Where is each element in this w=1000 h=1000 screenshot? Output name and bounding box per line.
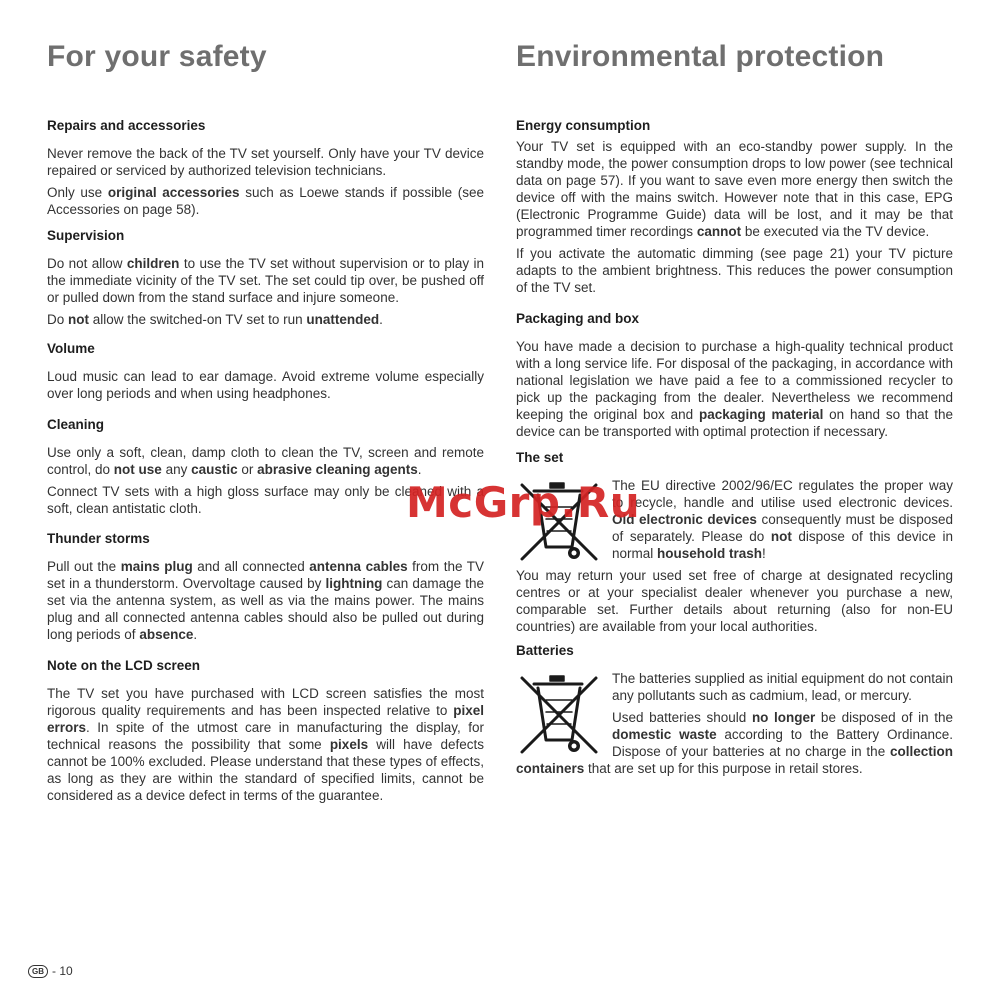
text-run: or (237, 462, 258, 477)
emphasis-text: abrasive cleaning agents (257, 462, 418, 477)
emphasis-text: not (68, 312, 90, 327)
emphasis-text: pixels (329, 737, 369, 752)
emphasis-text: no longer (751, 710, 816, 725)
emphasis-text: collection containers (516, 744, 953, 776)
text-run: such as Loewe stands if possible (see Accessories on page 58). (47, 185, 484, 217)
emphasis-text: lightning (325, 576, 383, 591)
emphasis-text: unattended (306, 312, 380, 327)
text-run: from the TV set in a thunderstorm. Overvoltage caused by (47, 559, 485, 591)
text-run: and all connected (192, 559, 310, 574)
page-number: - 10 (52, 964, 73, 978)
page-footer (28, 964, 73, 978)
crossed-out-wheelie-bin-icon (516, 672, 602, 758)
text-run: ! (762, 546, 766, 561)
section-volume (47, 341, 484, 407)
text-run: can damage the set via the antenna system, as well as via the mains power. The mains plug and all connected antenna cables should also be pulled out during long periods of (47, 576, 484, 642)
section-repairs-and-accessories (47, 118, 484, 223)
text-run: to use the TV set without supervision or to play in the immediate vicinity of the TV set. The set could tip over, be pushed off or pulled down from the stand surface and injure someone. (47, 256, 484, 305)
emphasis-text: domestic waste (612, 727, 717, 742)
emphasis-text: children (126, 256, 180, 271)
paragraph (47, 368, 484, 402)
country-badge: GB (28, 965, 48, 978)
text-run: . (193, 627, 198, 642)
paragraph (47, 145, 484, 179)
emphasis-text: original accessories (107, 185, 240, 200)
text-run: Only use (47, 185, 108, 200)
text-run: consequently must be disposed of separately. Please do (612, 512, 953, 544)
section-title: Batteries (516, 643, 574, 658)
section-supervision (47, 228, 484, 333)
text-run: . (417, 462, 422, 477)
section-title: Supervision (47, 228, 125, 243)
paragraph (516, 245, 953, 296)
emphasis-text: cannot (696, 224, 742, 239)
emphasis-text: Old electronic devices (612, 512, 757, 527)
paragraph (47, 444, 484, 478)
emphasis-text: household trash (657, 546, 763, 561)
text-run: If you activate the automatic dimming (see page 21) your TV picture adapts to the ambient brightness. This reduces the power consumption of the TV set. (516, 246, 953, 295)
emphasis-text: not (770, 529, 792, 544)
text-run: Your TV set is equipped with an eco-standby power supply. In the standby mode, the power consumption drops to low power (see technical data on page 57). If you want to save even more energy then switch the device off with the mains switch. However note that in this case, EPG (Electronic Programme Guide) data will be lost, and it may be that programmed timer recordings (516, 139, 953, 239)
paragraph (516, 567, 953, 635)
paragraph (47, 311, 484, 328)
paragraph (516, 338, 953, 440)
text-run: that are set up for this purpose in retail stores. (584, 761, 863, 776)
section-title: Packaging and box (516, 311, 640, 326)
text-run: be executed via the TV device. (741, 224, 930, 239)
emphasis-text: mains plug (120, 559, 193, 574)
text-run: allow the switched-on TV set to run (89, 312, 307, 327)
text-run: The TV set you have purchased with LCD screen satisfies the most rigorous quality requirements and has been inspected relative to (47, 686, 484, 718)
text-run: according to the Battery Ordinance. Dispose of your batteries at no charge in the (612, 727, 953, 759)
section-title: Cleaning (47, 417, 105, 432)
text-run: You have made a decision to purchase a high-quality technical product with a long service life. For disposal of the packaging, in accordance with national legislation we have paid a fee to a commissioned recycler to pick up the packaging from the dealer. Nevertheless we recommend keeping the original box and (516, 339, 953, 422)
section-title: Thunder storms (47, 531, 150, 546)
section-note-on-the-lcd-screen (47, 658, 484, 809)
section-title: Repairs and accessories (47, 118, 206, 133)
section-title: Energy consumption (516, 118, 651, 133)
emphasis-text: not use (113, 462, 162, 477)
text-run: . (379, 312, 383, 327)
section-thunder-storms (47, 531, 484, 648)
emphasis-text: pixel errors (47, 703, 484, 735)
safety-heading: For your safety (47, 40, 267, 73)
emphasis-text: packaging material (698, 407, 824, 422)
section-title: Volume (47, 341, 95, 356)
paragraph (516, 138, 953, 240)
paragraph (47, 558, 484, 643)
text-run: Do (47, 312, 69, 327)
text-run: Use only a soft, clean, damp cloth to clean the TV, screen and remote control, do (47, 445, 484, 477)
paragraph (47, 685, 484, 804)
paragraph (47, 184, 484, 218)
text-run: Pull out the (47, 559, 121, 574)
section-energy-consumption (516, 118, 953, 301)
text-run: . In spite of the utmost care in manufacturing the display, for technical reasons the possibility that some (47, 720, 484, 752)
text-run: Do not allow (47, 256, 127, 271)
text-run: You may return your used set free of charge at designated recycling centres or at your specialist dealer whenever you purchase a new, comparable set. Further details about returning (also for non-EU countries) are available from your local authorities. (516, 568, 953, 634)
text-run: any (161, 462, 192, 477)
section-batteries (516, 643, 953, 782)
text-run: will have defects cannot be 100% excluded. Please understand that these types of effects, as long as they are within the standard of specified limits, cannot be considered as a device defect in terms of the guarantee. (47, 737, 484, 803)
text-run: Used batteries should (612, 710, 752, 725)
paragraph (47, 255, 484, 306)
text-run: The batteries supplied as initial equipment do not contain any pollutants such as cadmium, lead, or mercury. (612, 671, 953, 703)
section-packaging-and-box (516, 311, 953, 445)
emphasis-text: antenna cables (309, 559, 408, 574)
section-title: Note on the LCD screen (47, 658, 201, 673)
text-run: Connect TV sets with a high gloss surface may only be cleaned with a soft, clean antistatic cloth. (47, 484, 484, 516)
environment-heading: Environmental protection (516, 40, 885, 73)
emphasis-text: caustic (191, 462, 238, 477)
text-run: dispose of this device in normal (612, 529, 953, 561)
text-run: Loud music can lead to ear damage. Avoid extreme volume especially over long periods and when using headphones. (47, 369, 484, 401)
emphasis-text: absence (139, 627, 194, 642)
watermark: McGrp.Ru (406, 478, 641, 527)
text-run: The EU directive 2002/96/EC regulates the proper way to recycle, handle and utilise used electronic devices. (612, 478, 953, 510)
section-title: The set (516, 450, 564, 465)
text-run: Never remove the back of the TV set yourself. Only have your TV device repaired or serviced by authorized television technicians. (47, 146, 484, 178)
text-run: on hand so that the device can be transported with optimal protection if necessary. (516, 407, 953, 439)
text-run: be disposed of in the (815, 710, 954, 725)
